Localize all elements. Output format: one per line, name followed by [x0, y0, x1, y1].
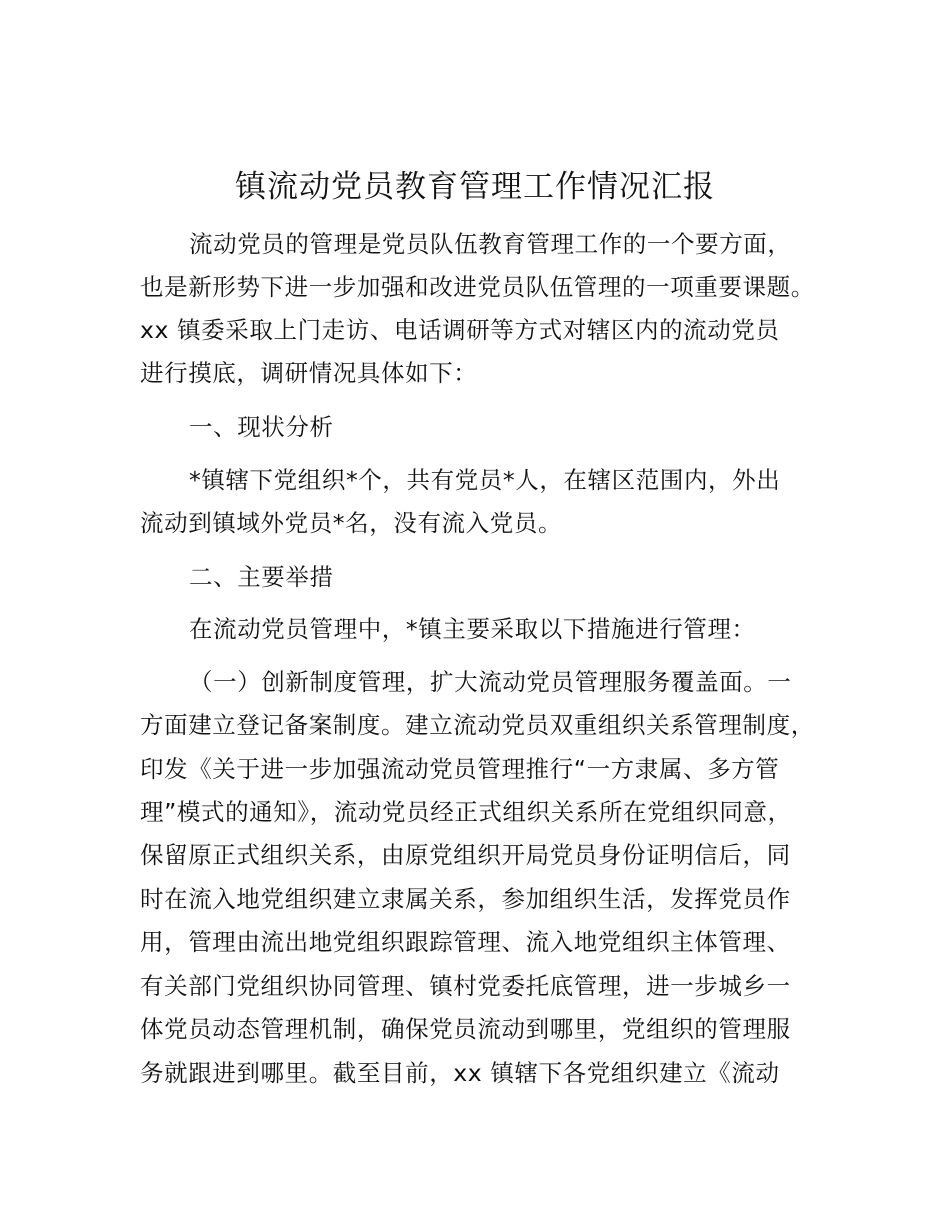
body-line: 方面建立登记备案制度。建立流动党员双重组织关系管理制度，	[140, 711, 815, 739]
document-title: 镇流动党员教育管理工作情况汇报	[235, 169, 715, 205]
body-line: 流动党员的管理是党员队伍教育管理工作的一个要方面，	[189, 230, 792, 258]
body-line: *镇辖下党组织*个，共有党员*人，在辖区范围内，外出	[189, 466, 781, 494]
body-line: 也是新形势下进一步加强和改进党员队伍管理的一项重要课题。	[140, 273, 815, 301]
body-line: 理”模式的通知》，流动党员经正式组织关系所在党组织同意，	[140, 798, 792, 826]
body-line: 印发《关于进一步加强流动党员管理推行“一方隶属、多方管	[140, 755, 780, 783]
section-heading: 二、主要举措	[189, 563, 334, 591]
body-line: 保留原正式组织关系，由原党组织开局党员身份证明信后，同	[140, 841, 791, 869]
body-line: 流动到镇域外党员*名，没有流入党员。	[140, 509, 563, 537]
body-line: 进行摸底，调研情况具体如下：	[140, 359, 478, 387]
body-line: 务就跟进到哪里。截至目前，xx 镇辖下各党组织建立《流动	[140, 1059, 780, 1087]
body-line: 有关部门党组织协同管理、镇村党委托底管理，进一步城乡一	[140, 972, 791, 1000]
body-line: 体党员动态管理机制，确保党员流动到哪里，党组织的管理服	[140, 1015, 791, 1043]
section-heading: 一、现状分析	[189, 413, 334, 441]
body-line: xx 镇委采取上门走访、电话调研等方式对辖区内的流动党员	[140, 316, 780, 344]
body-line: 用，管理由流出地党组织跟踪管理、流入地党组织主体管理、	[140, 928, 791, 956]
body-line: 在流动党员管理中，*镇主要采取以下措施进行管理：	[189, 615, 756, 643]
body-line: 时在流入地党组织建立隶属关系，参加组织生活，发挥党员作	[140, 885, 791, 913]
body-line: （一）创新制度管理，扩大流动党员管理服务覆盖面。一	[189, 668, 792, 696]
